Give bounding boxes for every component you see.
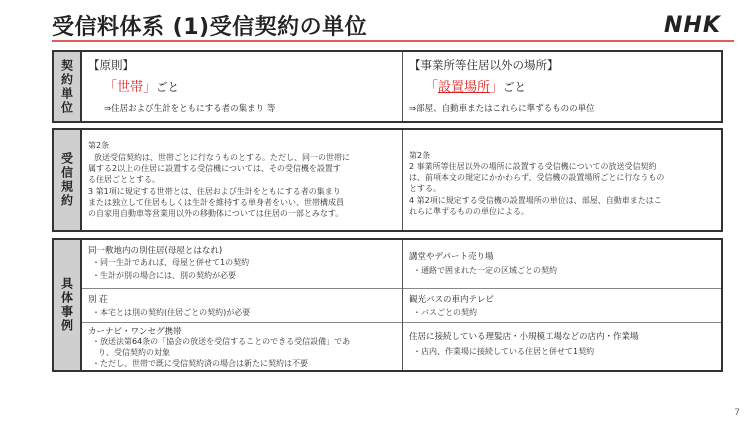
example-item: ・同一生計であれば、母屋と併せて1の契約: [92, 258, 250, 267]
example-item: ・本宅とは別の契約(住居ごとの契約)が必要: [92, 308, 251, 317]
reception-rules-section: [52, 128, 723, 232]
example-item: り、受信契約の対象: [98, 348, 170, 357]
principle-note: ⇒住居および生計をともにする者の集まり 等: [104, 104, 276, 114]
rule-text-4: 4 第2項に規定する受信機の設置場所の単位は、部屋、自動車またはこ: [409, 196, 662, 205]
section-label: 具体事例: [54, 240, 82, 370]
principle-key: [104, 76, 179, 95]
business-heading: 【事業所等住居以外の場所】: [409, 58, 559, 72]
section-label: 受信規約: [54, 130, 82, 230]
rule-text-3: る住居ごととする。: [88, 175, 160, 184]
examples-section: [52, 238, 723, 372]
examples-right-column: [403, 240, 721, 370]
example-heading: 同一敷地内の別住居(母屋とはなれ): [88, 246, 223, 256]
key-quote-open: 「: [104, 80, 118, 95]
example-cell: [82, 240, 402, 289]
example-item: ・店内、作業場に接続している住居と併せて1契約: [413, 347, 595, 356]
business-key: [425, 76, 526, 95]
title-underline: [52, 40, 734, 42]
principle-heading: 【原則】: [88, 58, 134, 72]
example-cell: [82, 289, 402, 323]
rule-text-2: 属する2以上の住居に設置する受信機については、その受信機を設置す: [88, 164, 341, 173]
example-item: ・バスごとの契約: [413, 308, 477, 317]
page-number: 7: [734, 408, 740, 418]
rule-text-1: 2 事業所等住居以外の場所に設置する受信機についての放送受信契約: [409, 162, 657, 171]
business-column: [403, 52, 721, 121]
section-label: 契約単位: [54, 52, 82, 121]
rule-text-6: の自家用自動車等営業用以外の移動体については住居の一部とみなす。: [88, 209, 344, 218]
example-cell: [403, 323, 721, 370]
rules-left-column: [82, 130, 403, 230]
nhk-logo: NHK: [664, 13, 721, 38]
example-item: ・生計が別の場合には、別の契約が必要: [92, 271, 236, 280]
example-heading: カーナビ・ワンセグ携帯: [88, 327, 182, 337]
rules-right-column: [403, 130, 721, 230]
rule-text-1: 放送受信契約は、世帯ごとに行なうものとする。ただし、同一の世帯に: [94, 153, 350, 162]
key-suffix: ごと: [156, 80, 180, 94]
example-cell: [82, 323, 402, 370]
example-heading: 講堂やデパート売り場: [409, 252, 494, 262]
article-number: 第2条: [409, 151, 431, 160]
example-item: ・ただし、世帯で既に受信契約済の場合は新たに契約は不要: [92, 359, 308, 368]
rule-text-3: とする。: [409, 184, 441, 193]
example-heading: 別 荘: [88, 295, 108, 305]
article-number: 第2条: [88, 141, 110, 150]
example-heading: 観光バスの車内テレビ: [409, 295, 494, 305]
key-quote-open: 「: [425, 80, 439, 95]
rule-text-4: 3 第1項に規定する世帯とは、住居および生計をともにする者の集まり: [88, 187, 341, 196]
key-word: 設置場所: [438, 80, 491, 95]
rule-text-5: れらに準ずるものの単位による。: [409, 207, 529, 216]
example-item: ・放送法第64条の「協会の放送を受信することのできる受信設備」であ: [92, 337, 351, 346]
contract-unit-section: [52, 50, 723, 123]
page-title: 受信料体系 (1)受信契約の単位: [52, 15, 368, 40]
example-cell: [403, 240, 721, 289]
example-heading: 住居に接続している理髪店・小規模工場などの店内・作業場: [409, 332, 639, 342]
example-cell: [403, 289, 721, 323]
example-item: ・通路で囲まれた一定の区域ごとの契約: [413, 266, 557, 275]
key-word: 世帯: [117, 80, 144, 95]
principle-column: [82, 52, 403, 121]
key-quote-close: 」: [490, 80, 504, 95]
business-note: ⇒部屋、自動車またはこれらに準ずるものの単位: [409, 104, 595, 114]
rule-text-5: または独立して住居もしくは生計を維持する単身者をいい、世帯構成員: [88, 198, 344, 207]
key-suffix: ごと: [503, 80, 527, 94]
key-quote-close: 」: [143, 80, 157, 95]
examples-left-column: [82, 240, 403, 370]
rule-text-2: は、前項本文の規定にかかわらず、受信機の設置場所ごとに行なうもの: [409, 173, 665, 182]
